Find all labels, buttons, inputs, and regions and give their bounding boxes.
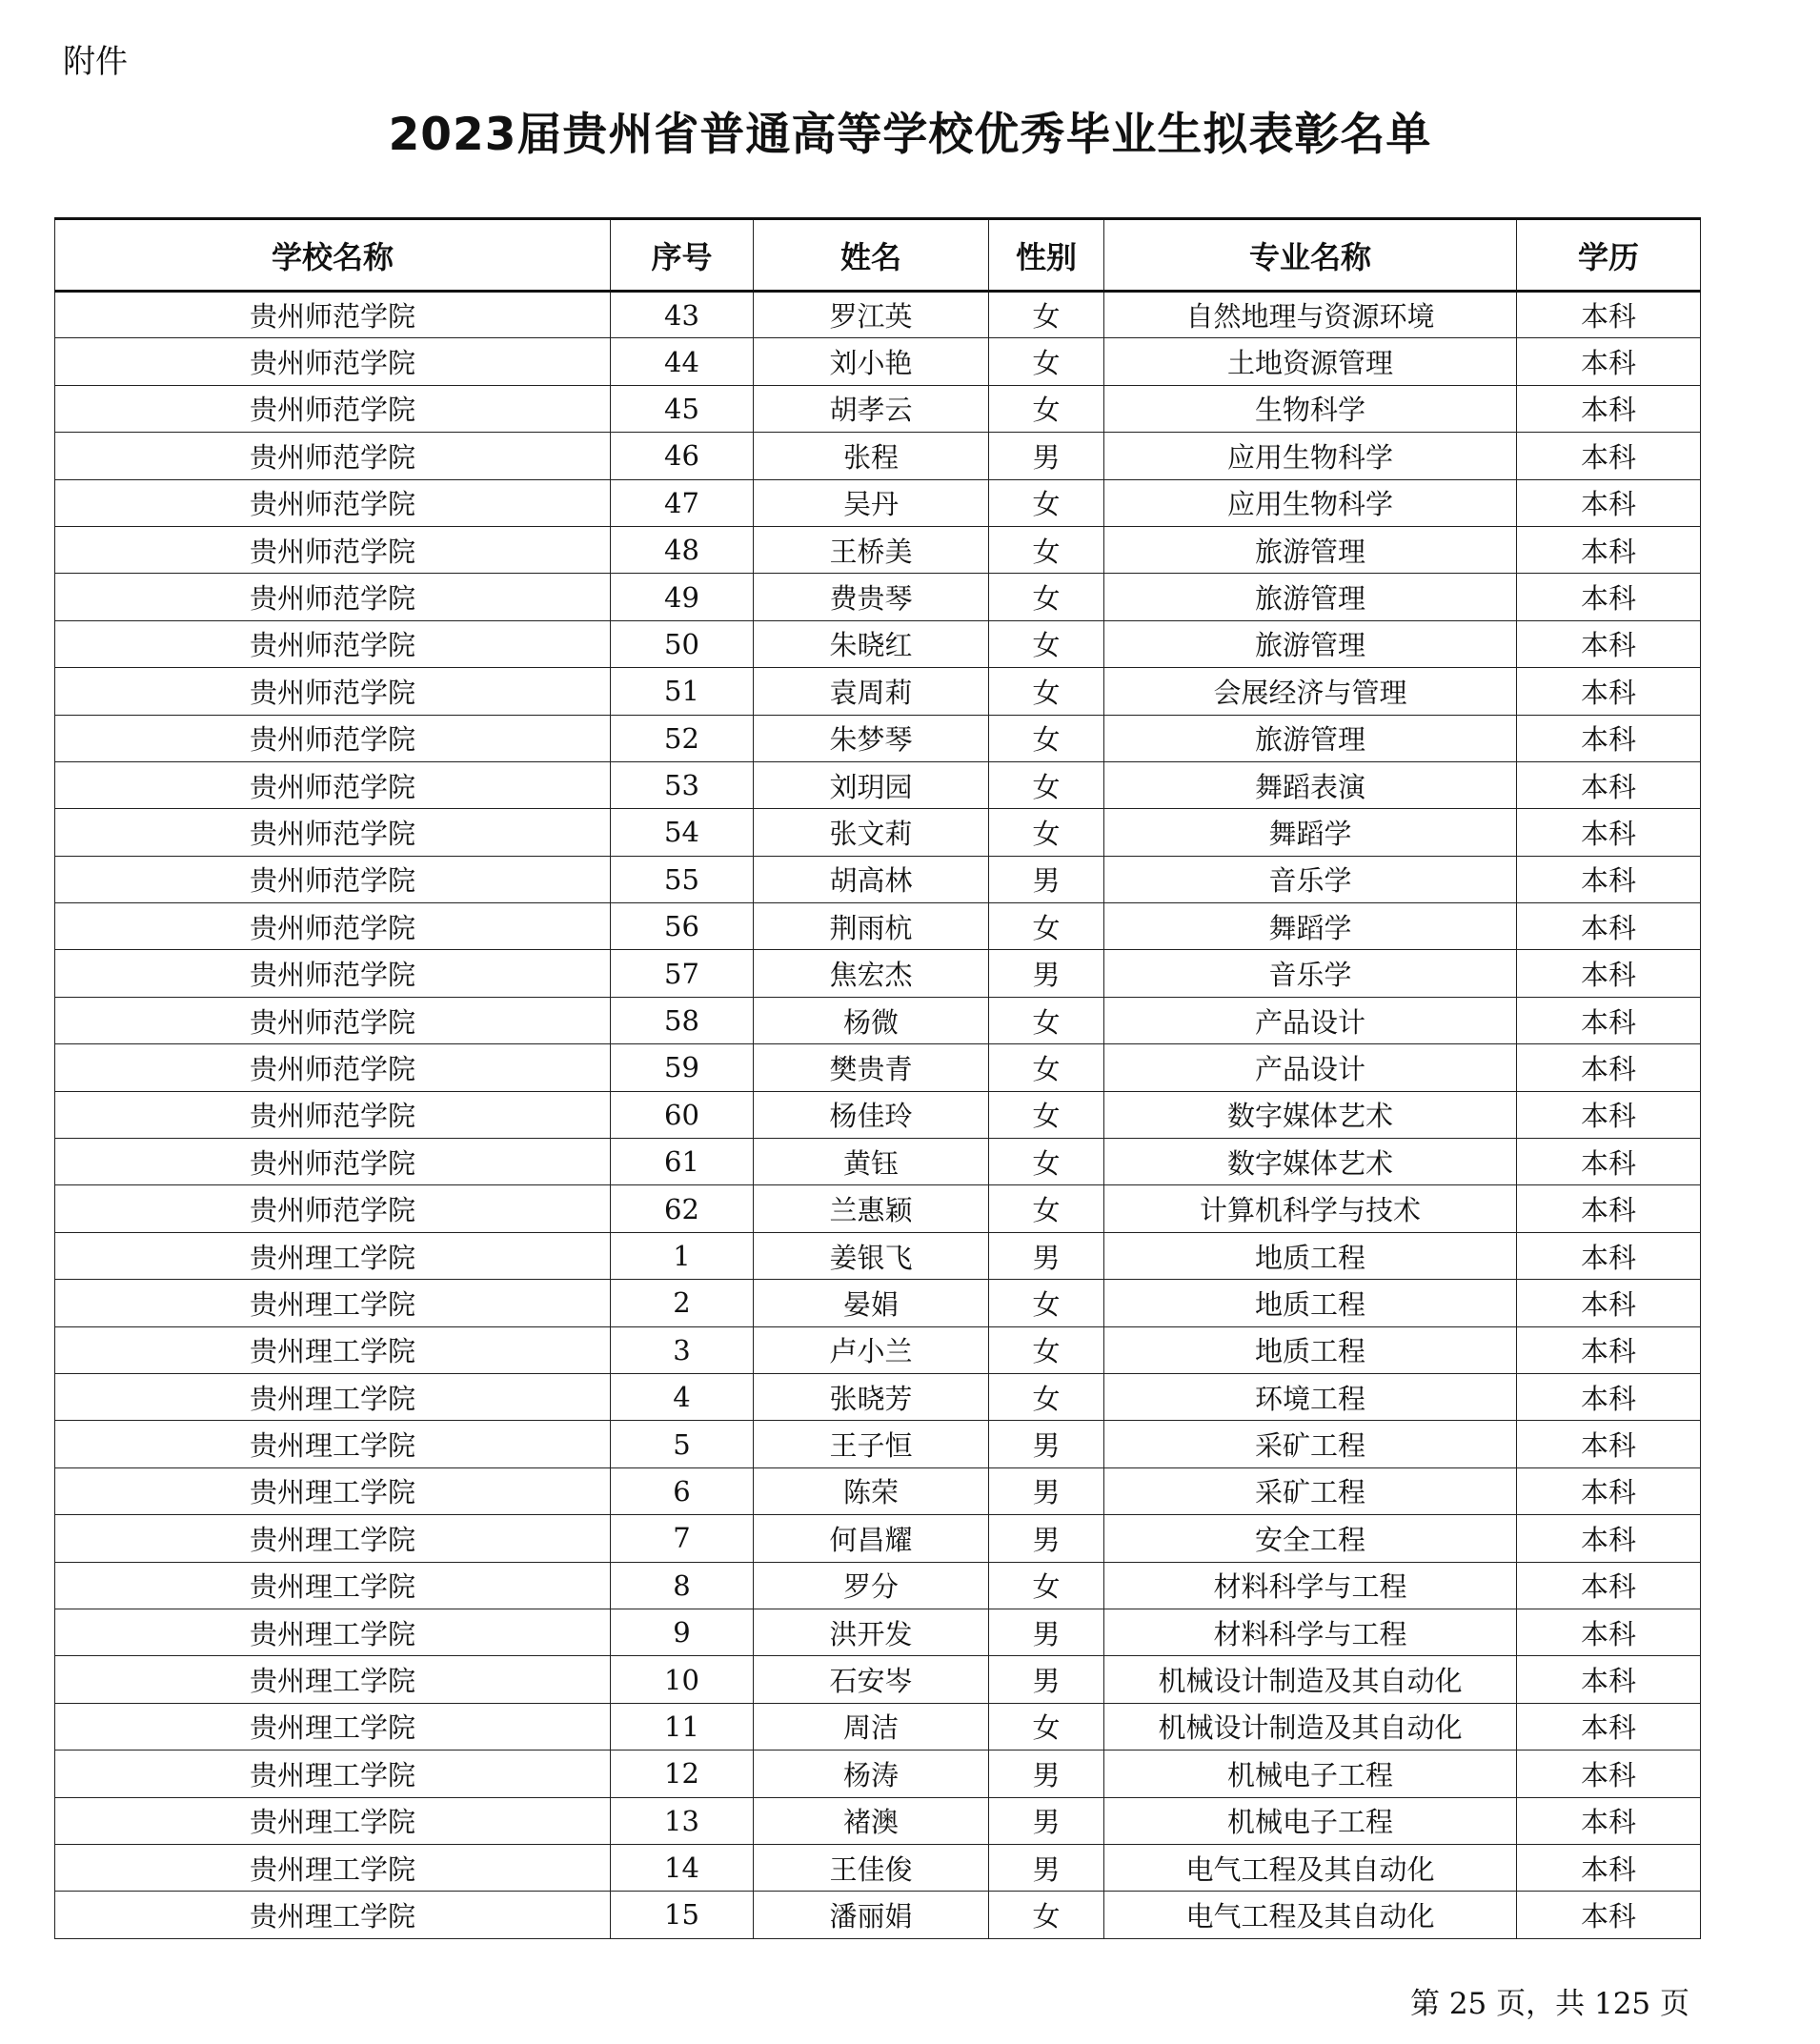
cell-degree: 本科: [1517, 1751, 1701, 1797]
cell-degree: 本科: [1517, 997, 1701, 1043]
table-row: [55, 292, 1701, 338]
table-row: [55, 903, 1701, 950]
cell-seq: 13: [611, 1797, 754, 1844]
cell-name: 朱梦琴: [754, 715, 989, 761]
cell-major: 数字媒体艺术: [1104, 1139, 1517, 1185]
cell-seq: 55: [611, 856, 754, 902]
cell-name: 杨佳玲: [754, 1091, 989, 1138]
cell-school: 贵州理工学院: [55, 1373, 611, 1420]
cell-seq: 43: [611, 292, 754, 338]
cell-major: 采矿工程: [1104, 1421, 1517, 1467]
table-row: [55, 997, 1701, 1043]
cell-gender: 男: [989, 950, 1104, 997]
cell-name: 王桥美: [754, 526, 989, 573]
cell-name: 潘丽娟: [754, 1892, 989, 1938]
table-row: [55, 526, 1701, 573]
cell-gender: 女: [989, 526, 1104, 573]
cell-gender: 女: [989, 1139, 1104, 1185]
cell-school: 贵州理工学院: [55, 1232, 611, 1279]
cell-name: 刘小艳: [754, 338, 989, 385]
cell-degree: 本科: [1517, 668, 1701, 715]
cell-name: 王佳俊: [754, 1844, 989, 1891]
cell-name: 樊贵青: [754, 1044, 989, 1091]
cell-major: 电气工程及其自动化: [1104, 1892, 1517, 1938]
cell-school: 贵州师范学院: [55, 1044, 611, 1091]
cell-school: 贵州师范学院: [55, 809, 611, 856]
cell-gender: 女: [989, 1280, 1104, 1326]
cell-name: 杨涛: [754, 1751, 989, 1797]
cell-school: 贵州理工学院: [55, 1751, 611, 1797]
cell-school: 贵州师范学院: [55, 385, 611, 432]
cell-school: 贵州理工学院: [55, 1326, 611, 1373]
cell-major: 土地资源管理: [1104, 338, 1517, 385]
cell-gender: 女: [989, 1185, 1104, 1232]
cell-major: 材料科学与工程: [1104, 1562, 1517, 1609]
cell-major: 生物科学: [1104, 385, 1517, 432]
header-degree: 学历: [1517, 219, 1701, 292]
cell-school: 贵州师范学院: [55, 1091, 611, 1138]
cell-school: 贵州理工学院: [55, 1467, 611, 1514]
cell-school: 贵州师范学院: [55, 574, 611, 620]
cell-name: 胡孝云: [754, 385, 989, 432]
cell-school: 贵州理工学院: [55, 1280, 611, 1326]
cell-seq: 12: [611, 1751, 754, 1797]
cell-gender: 男: [989, 1609, 1104, 1655]
cell-major: 材料科学与工程: [1104, 1609, 1517, 1655]
table-row: [55, 1373, 1701, 1420]
table-row: [55, 809, 1701, 856]
cell-school: 贵州师范学院: [55, 1139, 611, 1185]
cell-seq: 47: [611, 479, 754, 526]
cell-gender: 男: [989, 1656, 1104, 1703]
cell-degree: 本科: [1517, 1421, 1701, 1467]
cell-name: 兰惠颖: [754, 1185, 989, 1232]
cell-degree: 本科: [1517, 1562, 1701, 1609]
cell-name: 周洁: [754, 1703, 989, 1750]
cell-seq: 8: [611, 1562, 754, 1609]
cell-name: 罗分: [754, 1562, 989, 1609]
cell-gender: 女: [989, 479, 1104, 526]
cell-degree: 本科: [1517, 1467, 1701, 1514]
cell-major: 会展经济与管理: [1104, 668, 1517, 715]
cell-school: 贵州理工学院: [55, 1609, 611, 1655]
cell-name: 晏娟: [754, 1280, 989, 1326]
header-name: 姓名: [754, 219, 989, 292]
cell-name: 陈荣: [754, 1467, 989, 1514]
cell-gender: 男: [989, 433, 1104, 479]
cell-major: 计算机科学与技术: [1104, 1185, 1517, 1232]
cell-gender: 女: [989, 1562, 1104, 1609]
cell-name: 卢小兰: [754, 1326, 989, 1373]
cell-gender: 女: [989, 997, 1104, 1043]
cell-major: 旅游管理: [1104, 715, 1517, 761]
cell-gender: 女: [989, 668, 1104, 715]
cell-seq: 9: [611, 1609, 754, 1655]
header-gender: 性别: [989, 219, 1104, 292]
cell-seq: 15: [611, 1892, 754, 1938]
cell-school: 贵州师范学院: [55, 292, 611, 338]
cell-degree: 本科: [1517, 433, 1701, 479]
cell-major: 机械设计制造及其自动化: [1104, 1656, 1517, 1703]
table-row: [55, 1703, 1701, 1750]
table-row: [55, 1609, 1701, 1655]
cell-major: 旅游管理: [1104, 526, 1517, 573]
cell-name: 荆雨杭: [754, 903, 989, 950]
cell-seq: 58: [611, 997, 754, 1043]
cell-gender: 女: [989, 338, 1104, 385]
cell-gender: 男: [989, 1797, 1104, 1844]
cell-seq: 5: [611, 1421, 754, 1467]
cell-seq: 14: [611, 1844, 754, 1891]
cell-name: 洪开发: [754, 1609, 989, 1655]
cell-seq: 52: [611, 715, 754, 761]
cell-degree: 本科: [1517, 715, 1701, 761]
cell-school: 贵州师范学院: [55, 997, 611, 1043]
cell-degree: 本科: [1517, 1091, 1701, 1138]
cell-name: 张程: [754, 433, 989, 479]
header-row: [55, 219, 1701, 292]
cell-name: 费贵琴: [754, 574, 989, 620]
table-row: [55, 433, 1701, 479]
table-row: [55, 1562, 1701, 1609]
table-row: [55, 385, 1701, 432]
table-row: [55, 620, 1701, 667]
cell-degree: 本科: [1517, 1797, 1701, 1844]
cell-name: 张晓芳: [754, 1373, 989, 1420]
cell-school: 贵州师范学院: [55, 620, 611, 667]
cell-school: 贵州师范学院: [55, 338, 611, 385]
cell-seq: 44: [611, 338, 754, 385]
cell-school: 贵州理工学院: [55, 1562, 611, 1609]
table-row: [55, 1656, 1701, 1703]
cell-major: 机械电子工程: [1104, 1797, 1517, 1844]
cell-gender: 女: [989, 385, 1104, 432]
cell-seq: 7: [611, 1515, 754, 1562]
cell-seq: 53: [611, 761, 754, 808]
table-row: [55, 1139, 1701, 1185]
cell-major: 地质工程: [1104, 1280, 1517, 1326]
cell-gender: 女: [989, 1703, 1104, 1750]
cell-degree: 本科: [1517, 761, 1701, 808]
cell-seq: 59: [611, 1044, 754, 1091]
cell-school: 贵州理工学院: [55, 1703, 611, 1750]
cell-seq: 45: [611, 385, 754, 432]
cell-degree: 本科: [1517, 1373, 1701, 1420]
cell-major: 舞蹈学: [1104, 809, 1517, 856]
cell-gender: 男: [989, 1467, 1104, 1514]
cell-school: 贵州理工学院: [55, 1515, 611, 1562]
cell-name: 黄钰: [754, 1139, 989, 1185]
cell-name: 吴丹: [754, 479, 989, 526]
cell-degree: 本科: [1517, 479, 1701, 526]
cell-seq: 61: [611, 1139, 754, 1185]
cell-degree: 本科: [1517, 1139, 1701, 1185]
cell-gender: 女: [989, 1044, 1104, 1091]
cell-name: 杨微: [754, 997, 989, 1043]
cell-seq: 4: [611, 1373, 754, 1420]
cell-school: 贵州师范学院: [55, 761, 611, 808]
cell-degree: 本科: [1517, 1892, 1701, 1938]
cell-major: 自然地理与资源环境: [1104, 292, 1517, 338]
cell-major: 舞蹈表演: [1104, 761, 1517, 808]
header-seq: 序号: [611, 219, 754, 292]
cell-gender: 女: [989, 761, 1104, 808]
cell-name: 刘玥园: [754, 761, 989, 808]
table-row: [55, 479, 1701, 526]
table-header: [55, 219, 1701, 292]
cell-school: 贵州师范学院: [55, 479, 611, 526]
cell-major: 电气工程及其自动化: [1104, 1844, 1517, 1891]
cell-school: 贵州理工学院: [55, 1844, 611, 1891]
table-row: [55, 1797, 1701, 1844]
table-row: [55, 1185, 1701, 1232]
cell-degree: 本科: [1517, 809, 1701, 856]
cell-major: 应用生物科学: [1104, 433, 1517, 479]
header-major: 专业名称: [1104, 219, 1517, 292]
cell-degree: 本科: [1517, 1515, 1701, 1562]
cell-degree: 本科: [1517, 950, 1701, 997]
cell-name: 石安岑: [754, 1656, 989, 1703]
cell-school: 贵州师范学院: [55, 715, 611, 761]
cell-gender: 女: [989, 292, 1104, 338]
cell-name: 何昌耀: [754, 1515, 989, 1562]
cell-degree: 本科: [1517, 1232, 1701, 1279]
cell-major: 音乐学: [1104, 856, 1517, 902]
cell-seq: 48: [611, 526, 754, 573]
cell-seq: 3: [611, 1326, 754, 1373]
table-row: [55, 1280, 1701, 1326]
cell-seq: 11: [611, 1703, 754, 1750]
cell-seq: 46: [611, 433, 754, 479]
cell-name: 张文莉: [754, 809, 989, 856]
cell-school: 贵州师范学院: [55, 668, 611, 715]
cell-degree: 本科: [1517, 1185, 1701, 1232]
document-title: 2023届贵州省普通高等学校优秀毕业生拟表彰名单: [388, 109, 1432, 161]
table-row: [55, 668, 1701, 715]
table-row: [55, 1232, 1701, 1279]
cell-seq: 54: [611, 809, 754, 856]
cell-name: 胡高林: [754, 856, 989, 902]
table-row: [55, 1091, 1701, 1138]
cell-gender: 女: [989, 715, 1104, 761]
cell-major: 机械设计制造及其自动化: [1104, 1703, 1517, 1750]
table-row: [55, 856, 1701, 902]
cell-degree: 本科: [1517, 620, 1701, 667]
cell-major: 旅游管理: [1104, 574, 1517, 620]
cell-degree: 本科: [1517, 903, 1701, 950]
cell-seq: 60: [611, 1091, 754, 1138]
page-number: 第 25 页，共 125 页: [1409, 1987, 1689, 2021]
cell-gender: 女: [989, 1091, 1104, 1138]
cell-gender: 男: [989, 1844, 1104, 1891]
cell-gender: 男: [989, 856, 1104, 902]
cell-degree: 本科: [1517, 292, 1701, 338]
cell-degree: 本科: [1517, 574, 1701, 620]
cell-seq: 57: [611, 950, 754, 997]
cell-seq: 2: [611, 1280, 754, 1326]
cell-seq: 51: [611, 668, 754, 715]
table-row: [55, 715, 1701, 761]
cell-major: 环境工程: [1104, 1373, 1517, 1420]
attachment-label: 附件: [63, 43, 128, 81]
cell-major: 产品设计: [1104, 997, 1517, 1043]
cell-name: 罗江英: [754, 292, 989, 338]
cell-name: 王子恒: [754, 1421, 989, 1467]
cell-school: 贵州理工学院: [55, 1421, 611, 1467]
table-row: [55, 1892, 1701, 1938]
cell-major: 旅游管理: [1104, 620, 1517, 667]
cell-gender: 男: [989, 1751, 1104, 1797]
cell-seq: 50: [611, 620, 754, 667]
cell-gender: 男: [989, 1232, 1104, 1279]
cell-major: 音乐学: [1104, 950, 1517, 997]
header-school: 学校名称: [55, 219, 611, 292]
cell-degree: 本科: [1517, 1844, 1701, 1891]
cell-gender: 女: [989, 1892, 1104, 1938]
cell-degree: 本科: [1517, 385, 1701, 432]
table-row: [55, 574, 1701, 620]
cell-major: 应用生物科学: [1104, 479, 1517, 526]
cell-major: 舞蹈学: [1104, 903, 1517, 950]
cell-school: 贵州师范学院: [55, 526, 611, 573]
cell-degree: 本科: [1517, 856, 1701, 902]
cell-school: 贵州师范学院: [55, 433, 611, 479]
cell-seq: 56: [611, 903, 754, 950]
cell-degree: 本科: [1517, 1703, 1701, 1750]
cell-degree: 本科: [1517, 1326, 1701, 1373]
cell-school: 贵州理工学院: [55, 1892, 611, 1938]
cell-name: 姜银飞: [754, 1232, 989, 1279]
cell-school: 贵州师范学院: [55, 950, 611, 997]
cell-major: 地质工程: [1104, 1326, 1517, 1373]
cell-name: 褚澳: [754, 1797, 989, 1844]
table-row: [55, 950, 1701, 997]
cell-school: 贵州师范学院: [55, 856, 611, 902]
cell-degree: 本科: [1517, 1044, 1701, 1091]
cell-gender: 男: [989, 1515, 1104, 1562]
cell-name: 焦宏杰: [754, 950, 989, 997]
cell-school: 贵州师范学院: [55, 903, 611, 950]
cell-major: 安全工程: [1104, 1515, 1517, 1562]
cell-major: 数字媒体艺术: [1104, 1091, 1517, 1138]
cell-seq: 49: [611, 574, 754, 620]
table-row: [55, 1844, 1701, 1891]
table-row: [55, 1044, 1701, 1091]
cell-name: 朱晓红: [754, 620, 989, 667]
table-row: [55, 1515, 1701, 1562]
cell-school: 贵州理工学院: [55, 1656, 611, 1703]
cell-seq: 62: [611, 1185, 754, 1232]
cell-gender: 女: [989, 574, 1104, 620]
cell-degree: 本科: [1517, 1280, 1701, 1326]
cell-seq: 10: [611, 1656, 754, 1703]
cell-gender: 女: [989, 809, 1104, 856]
cell-degree: 本科: [1517, 1656, 1701, 1703]
table-body: [55, 292, 1701, 1939]
cell-degree: 本科: [1517, 1609, 1701, 1655]
cell-gender: 女: [989, 1373, 1104, 1420]
cell-degree: 本科: [1517, 526, 1701, 573]
table-row: [55, 1467, 1701, 1514]
table-row: [55, 761, 1701, 808]
cell-seq: 1: [611, 1232, 754, 1279]
table-row: [55, 1326, 1701, 1373]
table-row: [55, 1421, 1701, 1467]
cell-major: 机械电子工程: [1104, 1751, 1517, 1797]
cell-gender: 男: [989, 1421, 1104, 1467]
table-row: [55, 338, 1701, 385]
cell-seq: 6: [611, 1467, 754, 1514]
cell-major: 产品设计: [1104, 1044, 1517, 1091]
cell-school: 贵州师范学院: [55, 1185, 611, 1232]
cell-gender: 女: [989, 903, 1104, 950]
cell-name: 袁周莉: [754, 668, 989, 715]
cell-major: 采矿工程: [1104, 1467, 1517, 1514]
table-row: [55, 1751, 1701, 1797]
cell-school: 贵州理工学院: [55, 1797, 611, 1844]
cell-degree: 本科: [1517, 338, 1701, 385]
cell-gender: 女: [989, 620, 1104, 667]
cell-gender: 女: [989, 1326, 1104, 1373]
graduates-table: [54, 217, 1701, 1939]
cell-major: 地质工程: [1104, 1232, 1517, 1279]
